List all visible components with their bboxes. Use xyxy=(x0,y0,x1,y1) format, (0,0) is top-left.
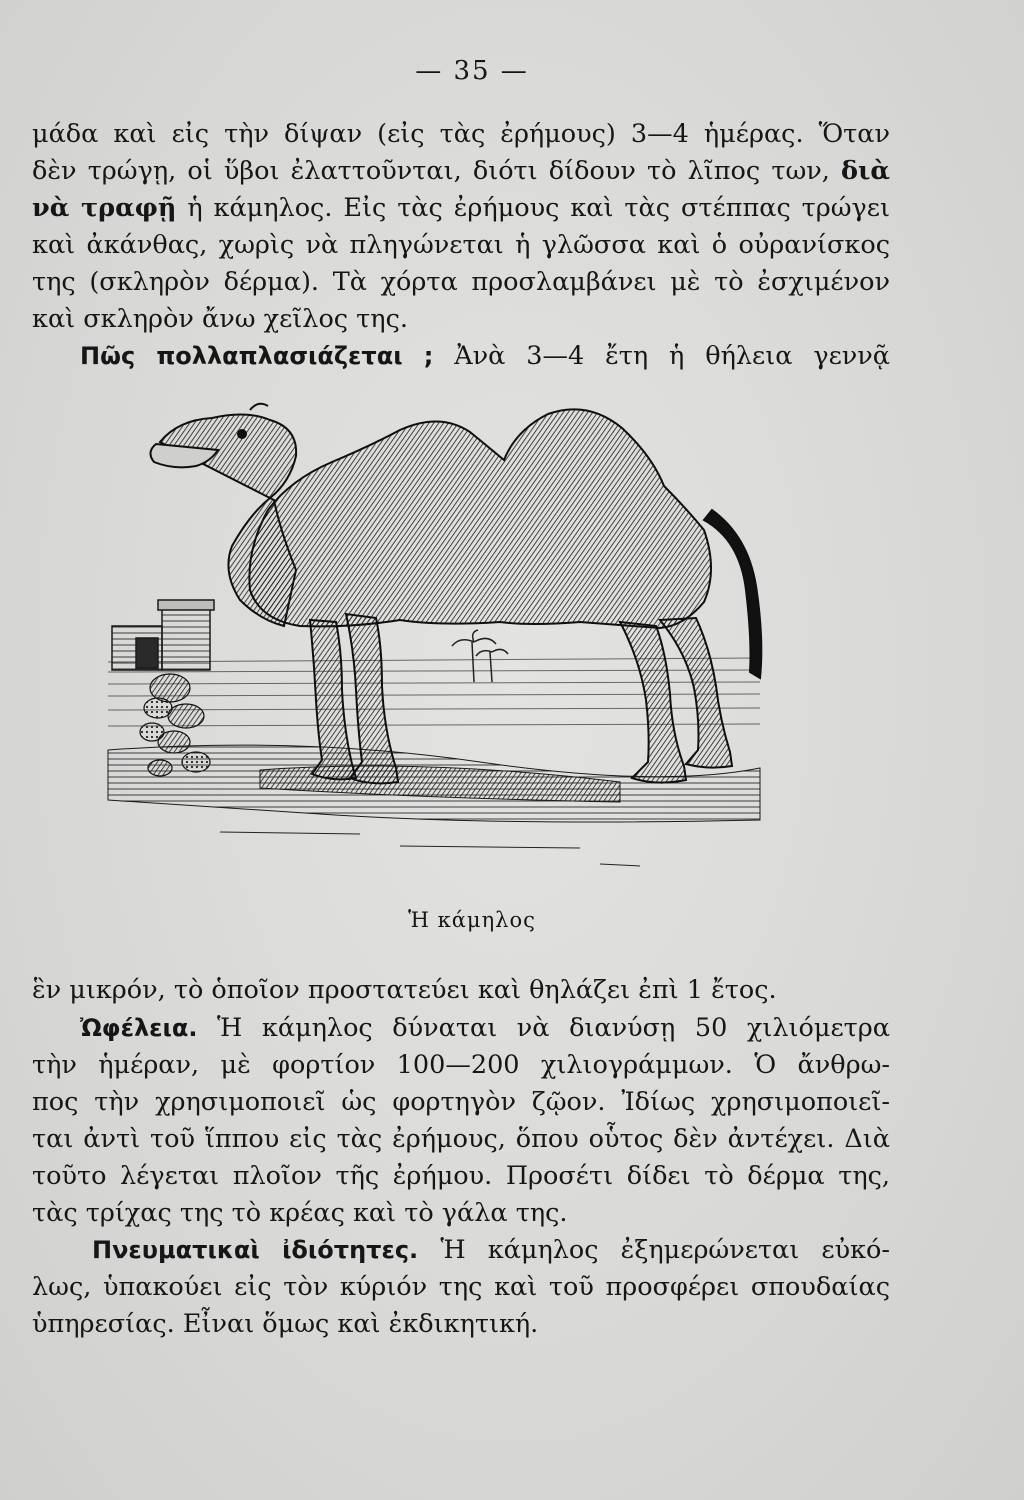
palm-trees xyxy=(452,630,508,682)
text-line xyxy=(32,153,890,189)
text-line: μάδα καὶ εἰς τὴν δίψαν (εἰς τὰς ἐρήμους) 3—4 ἡμέρας. Ὅταν xyxy=(32,119,890,149)
text-line: λως, ὑπακούει εἰς τὸν κύριόν της καὶ τοῦ προσφέρει σπουδαίας xyxy=(32,1272,890,1302)
text-line: της (σκληρὸν δέρμα). Τὰ χόρτα προσλαμβάνει μὲ τὸ ἐσχιμένον xyxy=(32,267,890,297)
text-line xyxy=(80,1010,890,1046)
page-number: — 35 — xyxy=(415,56,529,86)
section-heading: Πῶς πολλαπλασιάζεται ; xyxy=(80,342,434,370)
camel-illustration xyxy=(100,390,810,910)
text-span: Ἀνὰ 3—4 ἔτη ἡ θήλεια γεννᾷ xyxy=(454,341,891,371)
text-span: Ἡ κάμηλος δύναται νὰ διανύσῃ 50 χιλιόμετρα xyxy=(217,1013,890,1043)
text-line: τὴν ἡμέραν, μὲ φορτίον 100—200 χιλιογράμμων. Ὁ ἄνθρω- xyxy=(32,1050,890,1080)
text-line xyxy=(92,1232,890,1268)
bold-word: διὰ xyxy=(841,156,890,186)
text-span: ἡ κάμηλος. Εἰς τὰς ἐρήμους καὶ τὰς στέππας τρώγει xyxy=(187,193,890,223)
section-heading: Ὠφέλεια. xyxy=(80,1014,198,1042)
text-span: Ἡ κάμηλος ἐξημερώνεται εὐκό- xyxy=(440,1235,891,1265)
text-line: ὑπηρεσίας. Εἶναι ὅμως καὶ ἐκδικητική. xyxy=(32,1309,539,1339)
figure-caption: Ἡ κάμηλος xyxy=(408,908,536,932)
text-line: τοῦτο λέγεται πλοῖον τῆς ἐρήμου. Προσέτι δίδει τὸ δέρμα της, xyxy=(32,1161,890,1191)
section-heading: Πνευματικαὶ ἰδιότητες. xyxy=(92,1236,419,1264)
text-line xyxy=(80,338,890,374)
bold-word: νὰ τραφῇ xyxy=(32,193,177,223)
camel-figure xyxy=(150,404,761,784)
text-line: τὰς τρίχας της τὸ κρέας καὶ τὸ γάλα της. xyxy=(32,1198,568,1228)
text-line: ται ἀντὶ τοῦ ἵππου εἰς τὰς ἐρήμους, ὅπου οὗτος δὲν ἀντέχει. Διὰ xyxy=(32,1124,890,1154)
ground-lines xyxy=(220,832,640,866)
text-line: καὶ σκληρὸν ἄνω χεῖλος της. xyxy=(32,304,408,334)
text-line: ἓν μικρόν, τὸ ὁποῖον προστατεύει καὶ θηλάζει ἐπὶ 1 ἔτος. xyxy=(32,975,777,1005)
text-line: καὶ ἀκάνθας, χωρὶς νὰ πληγώνεται ἡ γλῶσσα καὶ ὁ οὐρανίσκος xyxy=(32,230,890,260)
temple-icon xyxy=(112,600,214,670)
text-span: δὲν τρώγῃ, οἱ ὕβοι ἐλαττοῦνται, διότι δίδουν τὸ λῖπος των, xyxy=(32,156,830,186)
text-line xyxy=(32,190,890,226)
text-line: πος τὴν χρησιμοποιεῖ ὡς φορτηγὸν ζῷον. Ἰδίως χρησιμοποιεῖ- xyxy=(32,1087,890,1117)
